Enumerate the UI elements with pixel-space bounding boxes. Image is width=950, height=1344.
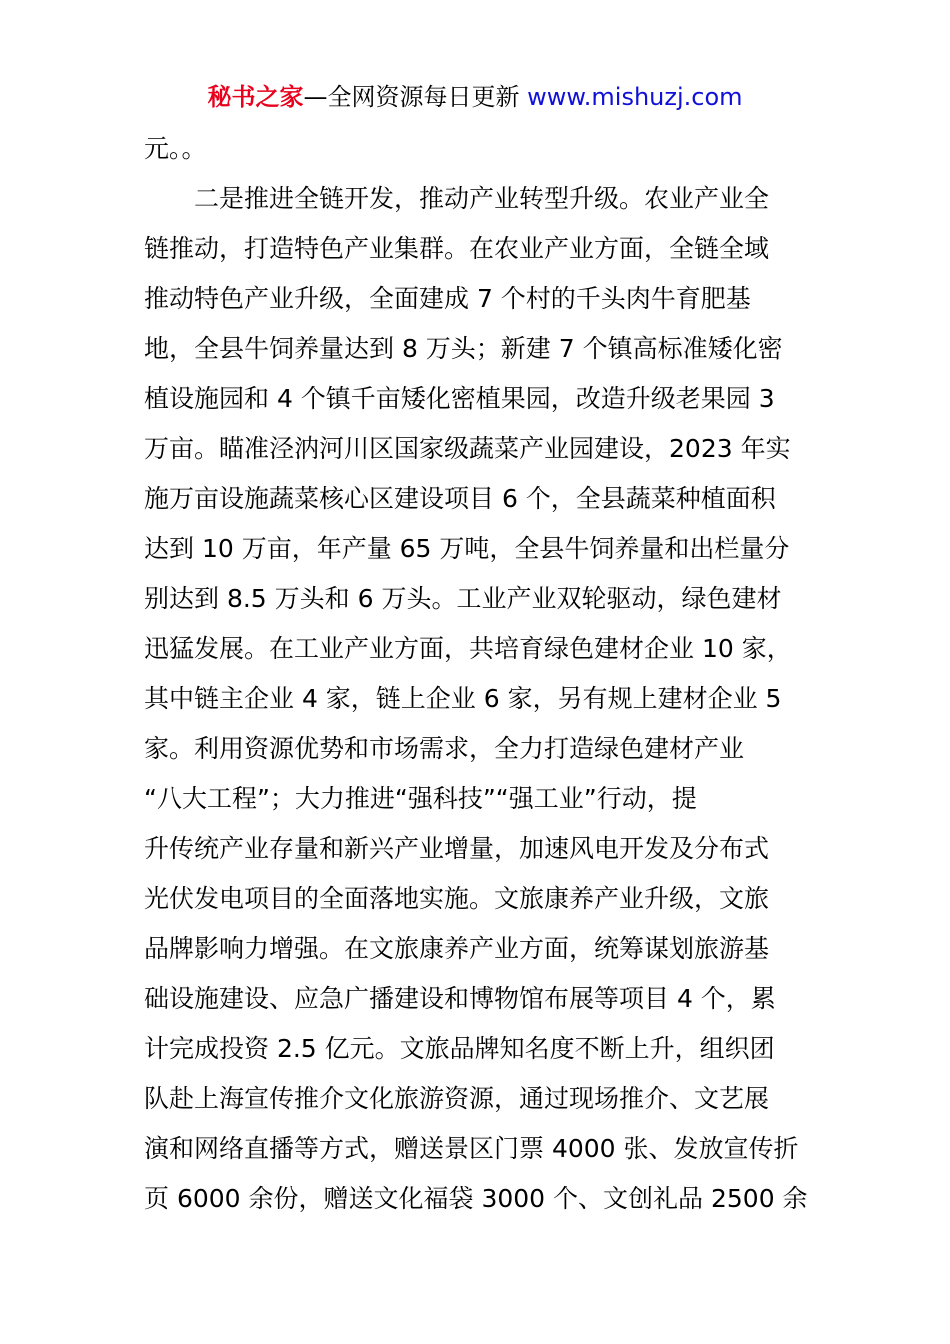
- text-line: 演和网络直播等方式，赠送景区门票 4000 张、发放宣传折: [144, 1134, 799, 1163]
- text-line: 元。。: [144, 134, 207, 163]
- brand-name: 秘书之家: [207, 83, 304, 111]
- text-line: 植设施园和 4 个镇千亩矮化密植果园，改造升级老果园 3: [144, 384, 775, 413]
- text-line: 推动特色产业升级，全面建成 7 个村的千头肉牛育肥基: [144, 284, 751, 313]
- text-line: 施万亩设施蔬菜核心区建设项目 6 个，全县蔬菜种植面积: [144, 484, 776, 513]
- paragraph-first-line: 二是推进全链开发，推动产业转型升级。农业产业全: [194, 184, 770, 213]
- text-line: “八大工程”；大力推进“强科技”“强工业”行动，提: [144, 784, 697, 813]
- text-line: 其中链主企业 4 家，链上企业 6 家，另有规上建材企业 5: [144, 684, 782, 713]
- text-line: 万亩。瞄准泾汭河川区国家级蔬菜产业园建设，2023 年实: [144, 434, 791, 463]
- site-url-link[interactable]: www.mishuzj.com: [527, 83, 743, 111]
- text-line: 地，全县牛饲养量达到 8 万头；新建 7 个镇高标准矮化密: [144, 334, 783, 363]
- text-line: 家。利用资源优势和市场需求，全力打造绿色建材产业: [144, 734, 745, 763]
- text-line: 计完成投资 2.5 亿元。文旅品牌知名度不断上升，组织团: [144, 1034, 775, 1063]
- text-line: 升传统产业存量和新兴产业增量，加速风电开发及分布式: [144, 834, 770, 863]
- text-line: 页 6000 余份，赠送文化福袋 3000 个、文创礼品 2500 余: [144, 1184, 808, 1213]
- text-line: 品牌影响力增强。在文旅康养产业方面，统筹谋划旅游基: [144, 934, 770, 963]
- header-tagline: —全网资源每日更新: [303, 83, 528, 111]
- text-line: 链推动，打造特色产业集群。在农业产业方面，全链全域: [144, 234, 770, 263]
- text-line: 迅猛发展。在工业产业方面，共培育绿色建材企业 10 家，: [144, 634, 792, 663]
- document-body: [144, 124, 824, 1224]
- text-line: 光伏发电项目的全面落地实施。文旅康养产业升级，文旅: [144, 884, 770, 913]
- text-line: 别达到 8.5 万头和 6 万头。工业产业双轮驱动，绿色建材: [144, 584, 782, 613]
- site-header: [0, 80, 950, 114]
- text-line: 础设施建设、应急广播建设和博物馆布展等项目 4 个，累: [144, 984, 776, 1013]
- text-line: 达到 10 万亩，年产量 65 万吨，全县牛饲养量和出栏量分: [144, 534, 790, 563]
- text-line: 队赴上海宣传推介文化旅游资源，通过现场推介、文艺展: [144, 1084, 770, 1113]
